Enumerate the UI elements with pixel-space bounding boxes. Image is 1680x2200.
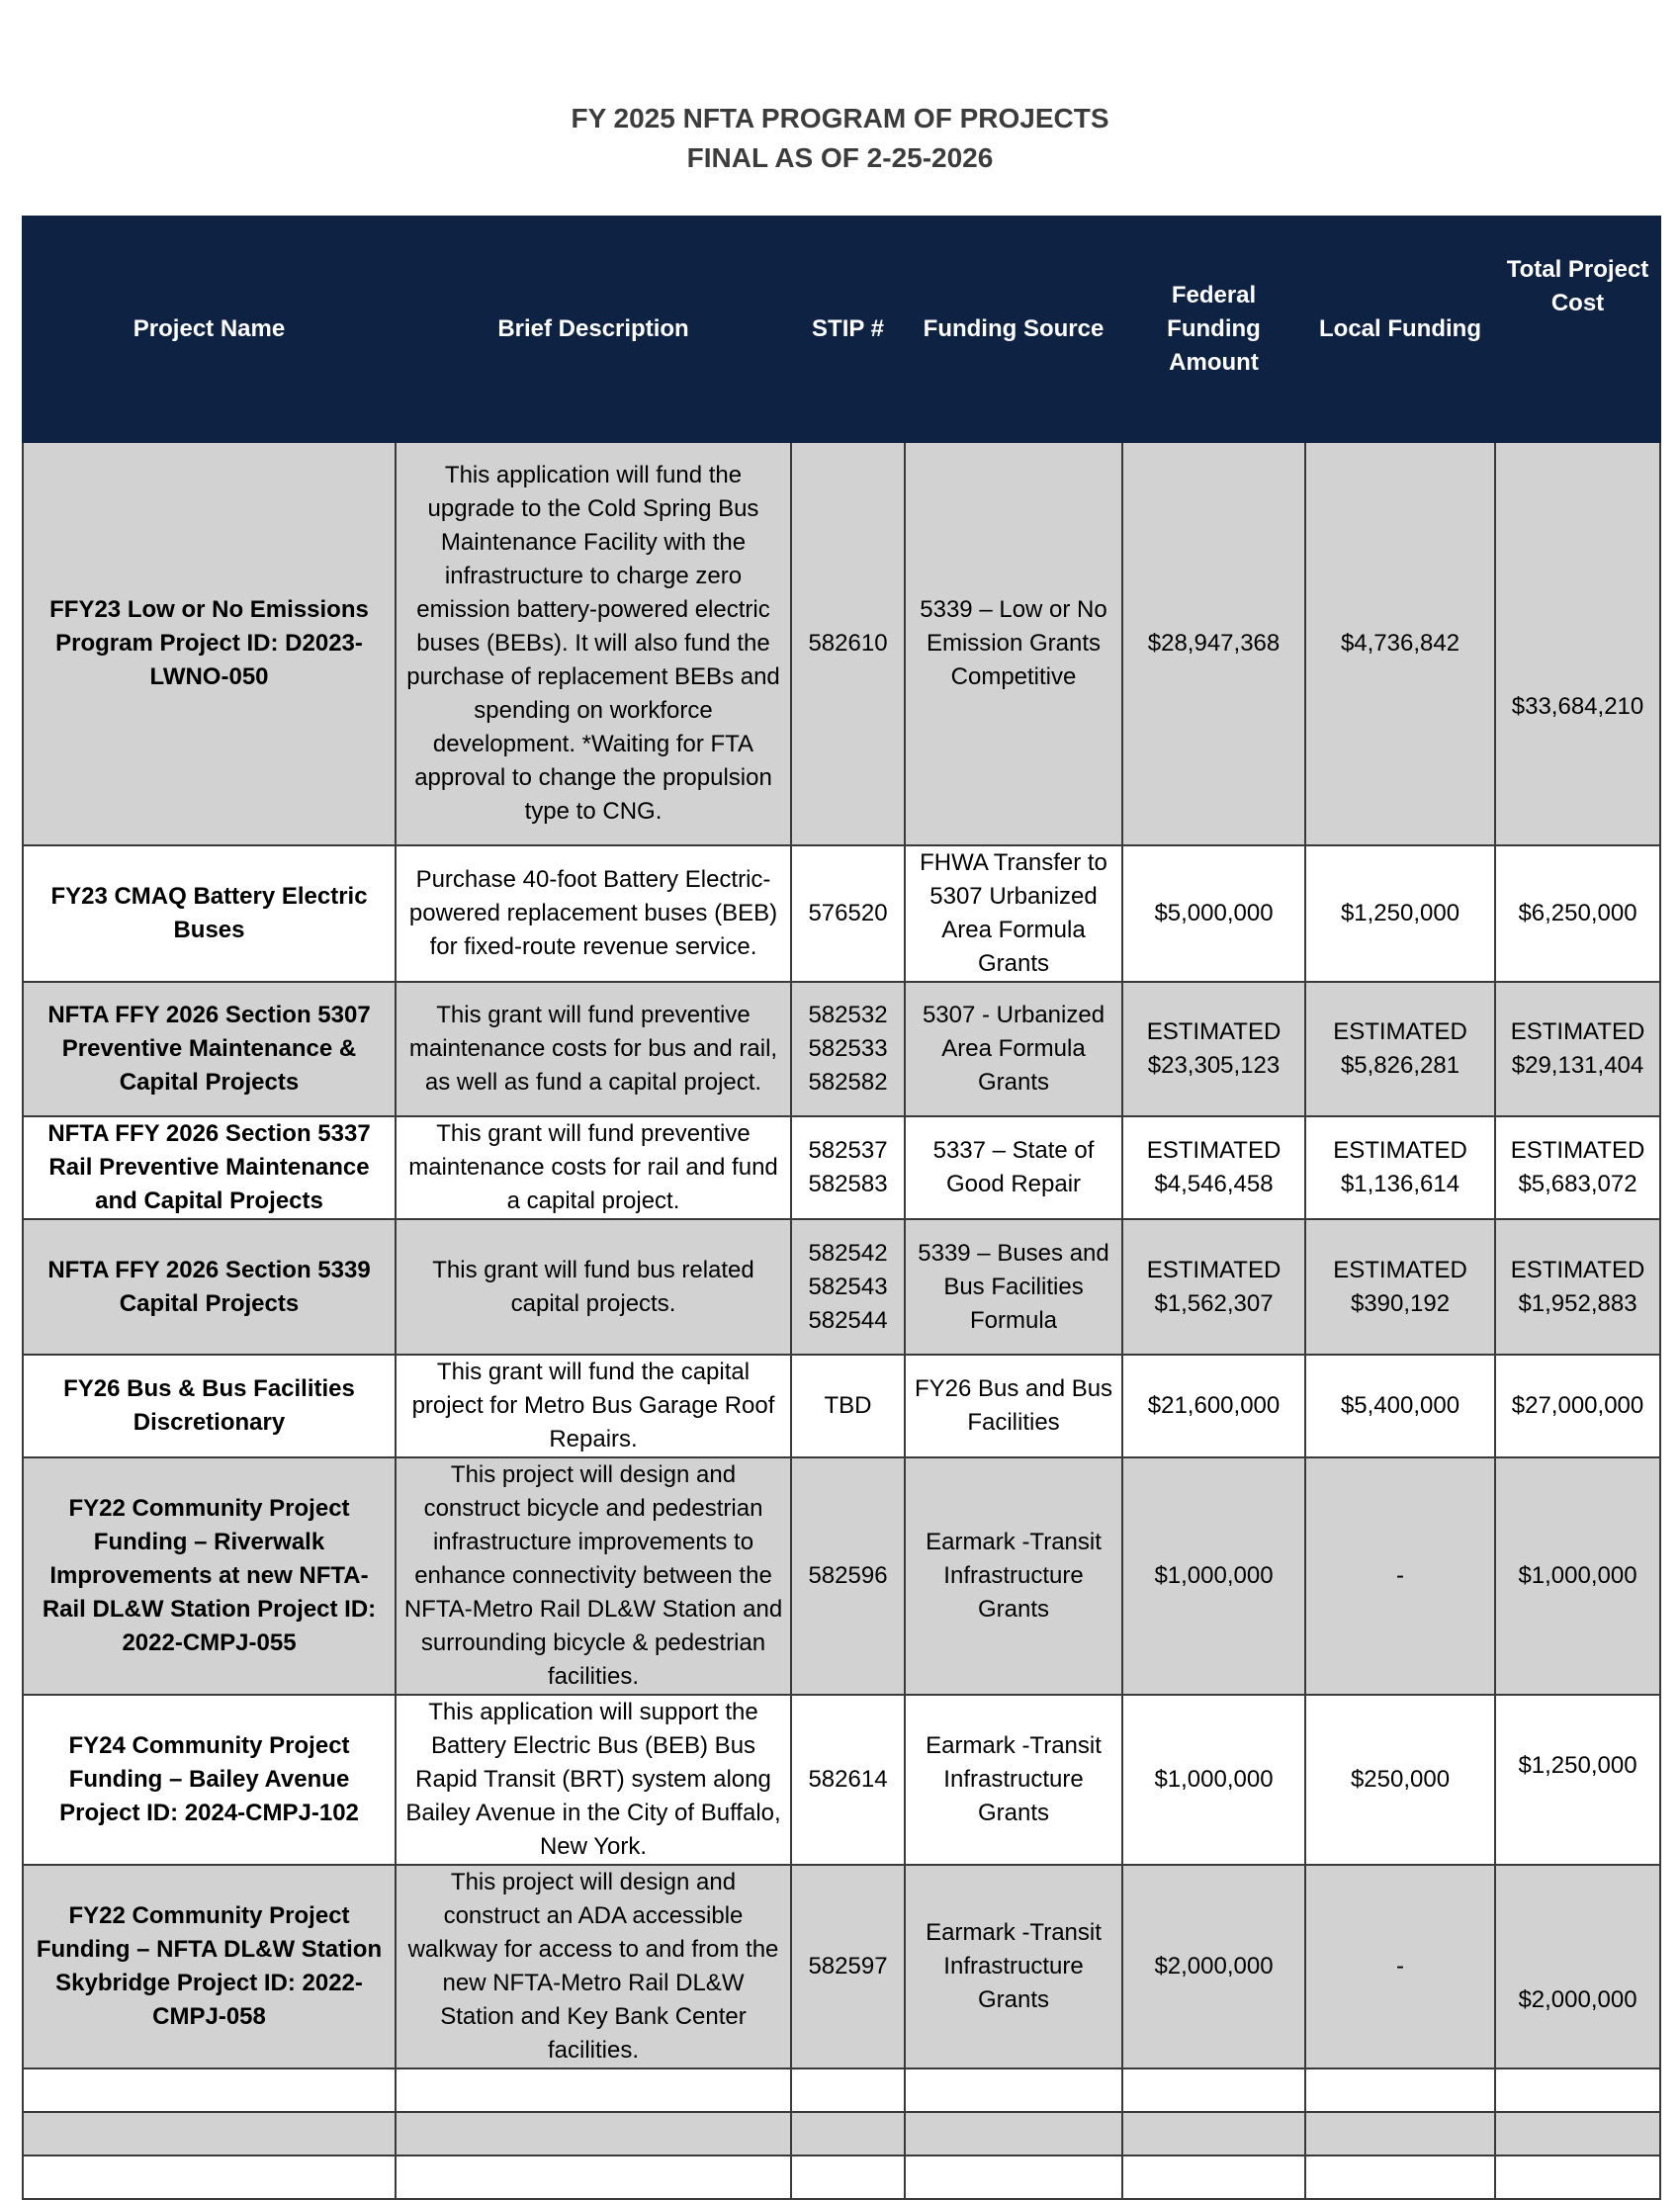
local-funding-cell: - bbox=[1305, 1457, 1495, 1695]
empty-table-row bbox=[23, 2112, 1660, 2156]
stip-cell: 582596 bbox=[791, 1457, 905, 1695]
stip-cell: 582537 582583 bbox=[791, 1116, 905, 1219]
local-funding-cell: $250,000 bbox=[1305, 1695, 1495, 1865]
local-funding-cell: ESTIMATED $1,136,614 bbox=[1305, 1116, 1495, 1219]
funding-source-cell: Earmark -Transit Infrastructure Grants bbox=[905, 1457, 1122, 1695]
empty-cell bbox=[1495, 2156, 1660, 2199]
table-row bbox=[23, 1865, 1660, 2068]
project-name-cell: FY26 Bus & Bus Facilities Discretionary bbox=[23, 1355, 396, 1457]
stip-cell: TBD bbox=[791, 1355, 905, 1457]
header-stip-number: STIP # bbox=[791, 217, 905, 442]
federal-amount-cell: ESTIMATED $23,305,123 bbox=[1122, 982, 1305, 1116]
federal-amount-cell: $1,000,000 bbox=[1122, 1457, 1305, 1695]
description-cell: This grant will fund preventive maintenance costs for rail and fund a capital project. bbox=[396, 1116, 791, 1219]
table-row bbox=[23, 1355, 1660, 1457]
header-brief-description: Brief Description bbox=[396, 217, 791, 442]
federal-amount-cell: $28,947,368 bbox=[1122, 442, 1305, 845]
description-cell: This grant will fund bus related capital projects. bbox=[396, 1219, 791, 1355]
program-of-projects-table bbox=[22, 216, 1661, 2200]
project-name-cell: NFTA FFY 2026 Section 5337 Rail Preventive Maintenance and Capital Projects bbox=[23, 1116, 396, 1219]
empty-cell bbox=[23, 2156, 396, 2199]
table-row bbox=[23, 982, 1660, 1116]
funding-source-cell: FHWA Transfer to 5307 Urbanized Area Formula Grants bbox=[905, 845, 1122, 982]
empty-cell bbox=[396, 2156, 791, 2199]
table-row bbox=[23, 1219, 1660, 1355]
project-name-cell: FY22 Community Project Funding – Riverwalk Improvements at new NFTA-Rail DL&W Station Project ID: 2022-CMPJ-055 bbox=[23, 1457, 396, 1695]
description-cell: This project will design and construct an ADA accessible walkway for access to and from the new NFTA-Metro Rail DL&W Station and Key Bank Center facilities. bbox=[396, 1865, 791, 2068]
federal-amount-cell: $2,000,000 bbox=[1122, 1865, 1305, 2068]
stip-cell: 576520 bbox=[791, 845, 905, 982]
stip-cell: 582542 582543 582544 bbox=[791, 1219, 905, 1355]
table-row bbox=[23, 845, 1660, 982]
title-line-2: FINAL AS OF 2-25-2026 bbox=[686, 142, 994, 173]
local-funding-cell: ESTIMATED $5,826,281 bbox=[1305, 982, 1495, 1116]
funding-source-cell: FY26 Bus and Bus Facilities bbox=[905, 1355, 1122, 1457]
empty-cell bbox=[905, 2156, 1122, 2199]
empty-cell bbox=[1495, 2068, 1660, 2112]
federal-amount-cell: ESTIMATED $4,546,458 bbox=[1122, 1116, 1305, 1219]
header-federal-funding-amount: Federal Funding Amount bbox=[1122, 217, 1305, 442]
total-cost-cell: ESTIMATED $29,131,404 bbox=[1495, 982, 1660, 1116]
federal-amount-cell: ESTIMATED $1,562,307 bbox=[1122, 1219, 1305, 1355]
empty-cell bbox=[1122, 2112, 1305, 2156]
empty-cell bbox=[905, 2068, 1122, 2112]
header-project-name: Project Name bbox=[23, 217, 396, 442]
project-name-cell: FFY23 Low or No Emissions Program Project ID: D2023-LWNO-050 bbox=[23, 442, 396, 845]
project-name-cell: FY22 Community Project Funding – NFTA DL&W Station Skybridge Project ID: 2022-CMPJ-058 bbox=[23, 1865, 396, 2068]
table-row bbox=[23, 1695, 1660, 1865]
empty-table-row bbox=[23, 2068, 1660, 2112]
stip-cell: 582610 bbox=[791, 442, 905, 845]
document-title bbox=[0, 99, 1680, 178]
total-cost-cell: ESTIMATED $5,683,072 bbox=[1495, 1116, 1660, 1219]
stip-cell: 582532 582533 582582 bbox=[791, 982, 905, 1116]
empty-cell bbox=[23, 2112, 396, 2156]
funding-source-cell: Earmark -Transit Infrastructure Grants bbox=[905, 1865, 1122, 2068]
header-funding-source: Funding Source bbox=[905, 217, 1122, 442]
local-funding-cell: $4,736,842 bbox=[1305, 442, 1495, 845]
description-cell: Purchase 40-foot Battery Electric-powered replacement buses (BEB) for fixed-route revenue service. bbox=[396, 845, 791, 982]
empty-cell bbox=[1122, 2068, 1305, 2112]
total-cost-cell: ESTIMATED $1,952,883 bbox=[1495, 1219, 1660, 1355]
stip-cell: 582597 bbox=[791, 1865, 905, 2068]
description-cell: This application will fund the upgrade to the Cold Spring Bus Maintenance Facility with the infrastructure to charge zero emission battery-powered electric buses (BEBs). It will also fund the purchase of replacement BEBs and spending on workforce development. *Waiting for FTA approval to change the propulsion type to CNG. bbox=[396, 442, 791, 845]
stip-cell: 582614 bbox=[791, 1695, 905, 1865]
empty-cell bbox=[23, 2068, 396, 2112]
project-name-cell: FY23 CMAQ Battery Electric Buses bbox=[23, 845, 396, 982]
local-funding-cell: $5,400,000 bbox=[1305, 1355, 1495, 1457]
empty-cell bbox=[396, 2068, 791, 2112]
funding-source-cell: 5339 – Buses and Bus Facilities Formula bbox=[905, 1219, 1122, 1355]
project-name-cell: FY24 Community Project Funding – Bailey Avenue Project ID: 2024-CMPJ-102 bbox=[23, 1695, 396, 1865]
total-cost-cell: $1,250,000 bbox=[1495, 1695, 1660, 1865]
total-cost-cell: $6,250,000 bbox=[1495, 845, 1660, 982]
total-cost-cell: $2,000,000 bbox=[1495, 1865, 1660, 2068]
description-cell: This project will design and construct bicycle and pedestrian infrastructure improvements to enhance connectivity between the NFTA-Metro Rail DL&W Station and surrounding bicycle & pedestrian facilities. bbox=[396, 1457, 791, 1695]
funding-source-cell: 5337 – State of Good Repair bbox=[905, 1116, 1122, 1219]
federal-amount-cell: $5,000,000 bbox=[1122, 845, 1305, 982]
local-funding-cell: $1,250,000 bbox=[1305, 845, 1495, 982]
header-local-funding: Local Funding bbox=[1305, 217, 1495, 442]
empty-cell bbox=[1122, 2156, 1305, 2199]
empty-cell bbox=[791, 2112, 905, 2156]
empty-cell bbox=[791, 2156, 905, 2199]
table-row bbox=[23, 1457, 1660, 1695]
table-header-row bbox=[23, 217, 1660, 442]
funding-source-cell: Earmark -Transit Infrastructure Grants bbox=[905, 1695, 1122, 1865]
federal-amount-cell: $1,000,000 bbox=[1122, 1695, 1305, 1865]
empty-cell bbox=[1305, 2156, 1495, 2199]
local-funding-cell: ESTIMATED $390,192 bbox=[1305, 1219, 1495, 1355]
empty-cell bbox=[396, 2112, 791, 2156]
project-name-cell: NFTA FFY 2026 Section 5307 Preventive Maintenance & Capital Projects bbox=[23, 982, 396, 1116]
header-total-project-cost: Total Project Cost bbox=[1495, 217, 1660, 442]
local-funding-cell: - bbox=[1305, 1865, 1495, 2068]
funding-source-cell: 5339 – Low or No Emission Grants Competitive bbox=[905, 442, 1122, 845]
total-cost-cell: $27,000,000 bbox=[1495, 1355, 1660, 1457]
empty-cell bbox=[1495, 2112, 1660, 2156]
title-line-1: FY 2025 NFTA PROGRAM OF PROJECTS bbox=[571, 103, 1109, 133]
empty-cell bbox=[1305, 2112, 1495, 2156]
empty-table-row bbox=[23, 2156, 1660, 2199]
description-cell: This application will support the Battery Electric Bus (BEB) Bus Rapid Transit (BRT) system along Bailey Avenue in the City of Buffalo, New York. bbox=[396, 1695, 791, 1865]
description-cell: This grant will fund preventive maintenance costs for bus and rail, as well as fund a capital project. bbox=[396, 982, 791, 1116]
empty-cell bbox=[791, 2068, 905, 2112]
federal-amount-cell: $21,600,000 bbox=[1122, 1355, 1305, 1457]
funding-source-cell: 5307 - Urbanized Area Formula Grants bbox=[905, 982, 1122, 1116]
table-row bbox=[23, 442, 1660, 845]
empty-cell bbox=[1305, 2068, 1495, 2112]
project-name-cell: NFTA FFY 2026 Section 5339 Capital Projects bbox=[23, 1219, 396, 1355]
total-cost-cell: $1,000,000 bbox=[1495, 1457, 1660, 1695]
table-row bbox=[23, 1116, 1660, 1219]
total-cost-cell: $33,684,210 bbox=[1495, 442, 1660, 845]
empty-cell bbox=[905, 2112, 1122, 2156]
description-cell: This grant will fund the capital project for Metro Bus Garage Roof Repairs. bbox=[396, 1355, 791, 1457]
